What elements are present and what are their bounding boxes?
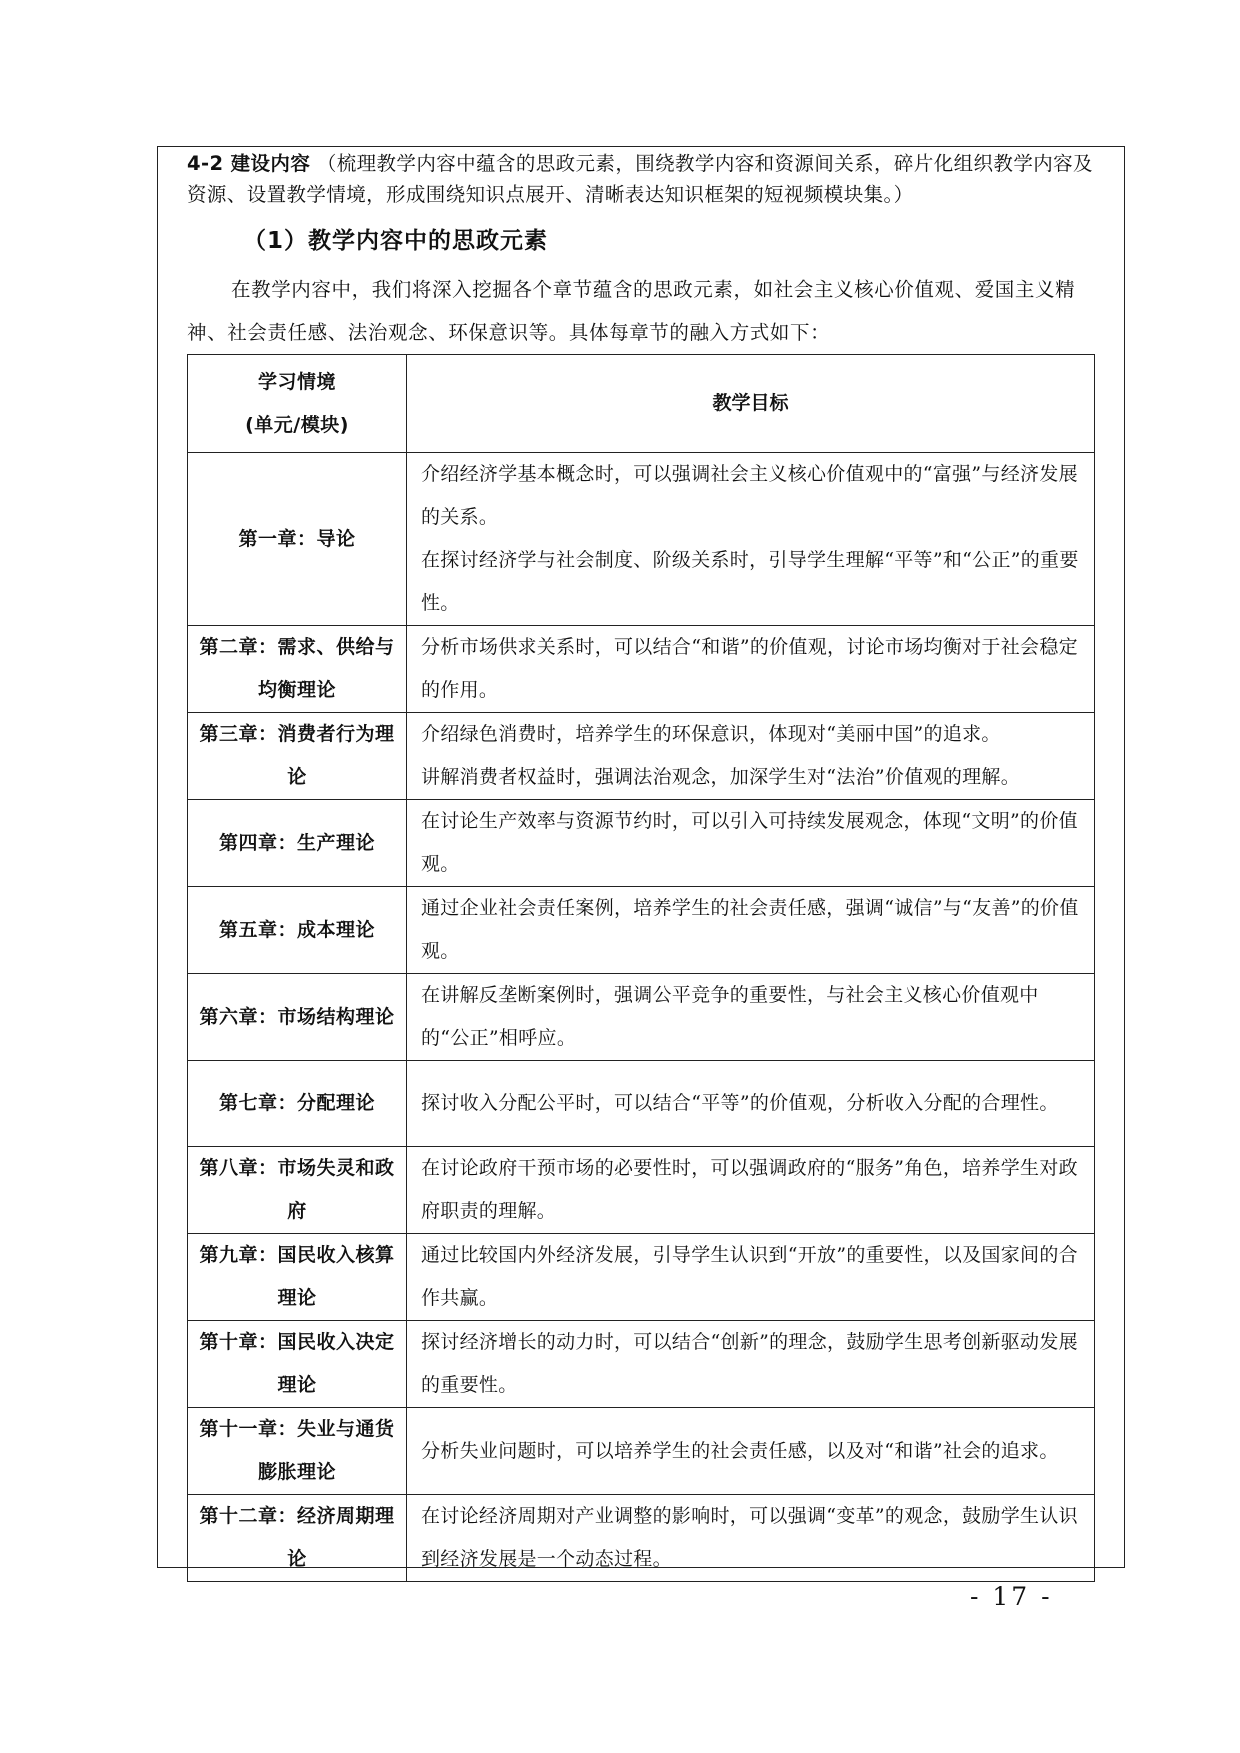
chapter-cell: 第十一章：失业与通货膨胀理论 bbox=[188, 1408, 407, 1495]
goal-cell bbox=[407, 1061, 1095, 1147]
chapter-cell: 第三章：消费者行为理论 bbox=[188, 713, 407, 800]
header-goal: 教学目标 bbox=[407, 355, 1095, 453]
goal-text: 介绍绿色消费时，培养学生的环保意识，体现对“美丽中国”的追求。 bbox=[421, 723, 1001, 745]
page-number: - 17 - bbox=[970, 1582, 1053, 1611]
goal-text: 在探讨经济学与社会制度、阶级关系时，引导学生理解“平等”和“公正”的重要性。 bbox=[421, 549, 1079, 614]
table-row bbox=[188, 453, 1095, 626]
goal-text: 讲解消费者权益时，强调法治观念，加深学生对“法治”价值观的理解。 bbox=[421, 766, 1021, 788]
goal-cell bbox=[407, 974, 1095, 1061]
table-row bbox=[188, 1147, 1095, 1234]
table-row bbox=[188, 1408, 1095, 1495]
goal-text: 探讨经济增长的动力时，可以结合“创新”的理念，鼓励学生思考创新驱动发展的重要性。 bbox=[421, 1331, 1078, 1396]
table-header-row bbox=[188, 355, 1095, 453]
intro-paragraph: 在教学内容中，我们将深入挖掘各个章节蕴含的思政元素，如社会主义核心价值观、爱国主义精神、社会责任感、法治观念、环保意识等。具体每章节的融入方式如下： bbox=[187, 278, 1076, 344]
chapter-cell: 第七章：分配理论 bbox=[188, 1061, 407, 1147]
goal-cell bbox=[407, 1495, 1095, 1582]
table-row bbox=[188, 713, 1095, 800]
table-row bbox=[188, 1321, 1095, 1408]
table-row bbox=[188, 626, 1095, 713]
goal-cell bbox=[407, 1321, 1095, 1408]
goal-cell bbox=[407, 626, 1095, 713]
table-row bbox=[188, 1061, 1095, 1147]
goal-cell bbox=[407, 453, 1095, 626]
goal-text: 在讨论政府干预市场的必要性时，可以强调政府的“服务”角色，培养学生对政府职责的理解。 bbox=[421, 1157, 1078, 1222]
goal-text: 介绍经济学基本概念时，可以强调社会主义核心价值观中的“富强”与经济发展的关系。 bbox=[421, 463, 1078, 528]
table-row bbox=[188, 1495, 1095, 1582]
goal-cell bbox=[407, 713, 1095, 800]
chapter-cell: 第十二章：经济周期理论 bbox=[188, 1495, 407, 1582]
chapter-cell: 第八章：市场失灵和政府 bbox=[188, 1147, 407, 1234]
chapter-cell: 第二章：需求、供给与均衡理论 bbox=[188, 626, 407, 713]
goal-text: 分析市场供求关系时，可以结合“和谐”的价值观，讨论市场均衡对于社会稳定的作用。 bbox=[421, 636, 1078, 701]
goal-text: 在讨论生产效率与资源节约时，可以引入可持续发展观念，体现“文明”的价值观。 bbox=[421, 810, 1078, 875]
section-heading bbox=[187, 148, 1107, 210]
chapter-cell: 第十章：国民收入决定理论 bbox=[188, 1321, 407, 1408]
goal-cell bbox=[407, 1234, 1095, 1321]
section-heading-note: （梳理教学内容中蕴含的思政元素，围绕教学内容和资源间关系，碎片化组织教学内容及资源、设置教学情境，形成围绕知识点展开、清晰表达知识框架的短视频模块集。） bbox=[187, 152, 1093, 206]
chapter-cell: 第四章：生产理论 bbox=[188, 800, 407, 887]
goal-text: 通过比较国内外经济发展，引导学生认识到“开放”的重要性，以及国家间的合作共赢。 bbox=[421, 1244, 1078, 1309]
table-row bbox=[188, 974, 1095, 1061]
goal-cell bbox=[407, 1147, 1095, 1234]
subheading: （1）教学内容中的思政元素 bbox=[243, 228, 549, 254]
goal-cell bbox=[407, 887, 1095, 974]
header-context-line2: (单元/模块) bbox=[245, 413, 349, 436]
goal-text: 分析失业问题时，可以培养学生的社会责任感，以及对“和谐”社会的追求。 bbox=[421, 1439, 1059, 1462]
table-row bbox=[188, 887, 1095, 974]
chapter-cell: 第六章：市场结构理论 bbox=[188, 974, 407, 1061]
chapter-cell: 第五章：成本理论 bbox=[188, 887, 407, 974]
goal-text: 通过企业社会责任案例，培养学生的社会责任感，强调“诚信”与“友善”的价值观。 bbox=[421, 897, 1079, 962]
header-context-line1: 学习情境 bbox=[257, 370, 336, 393]
ideology-elements-table bbox=[187, 354, 1095, 1582]
table-row bbox=[188, 800, 1095, 887]
header-context bbox=[188, 355, 407, 453]
table-row bbox=[188, 1234, 1095, 1321]
goal-cell bbox=[407, 800, 1095, 887]
goal-text: 在讨论经济周期对产业调整的影响时，可以强调“变革”的观念，鼓励学生认识到经济发展是一个动态过程。 bbox=[421, 1505, 1078, 1570]
goal-cell bbox=[407, 1408, 1095, 1495]
chapter-cell: 第九章：国民收入核算理论 bbox=[188, 1234, 407, 1321]
goal-text: 在讲解反垄断案例时，强调公平竞争的重要性，与社会主义核心价值观中的“公正”相呼应。 bbox=[421, 984, 1039, 1049]
section-heading-title: 4-2 建设内容 bbox=[187, 152, 311, 175]
goal-text: 探讨收入分配公平时，可以结合“平等”的价值观，分析收入分配的合理性。 bbox=[421, 1092, 1059, 1114]
chapter-cell: 第一章：导论 bbox=[188, 453, 407, 626]
